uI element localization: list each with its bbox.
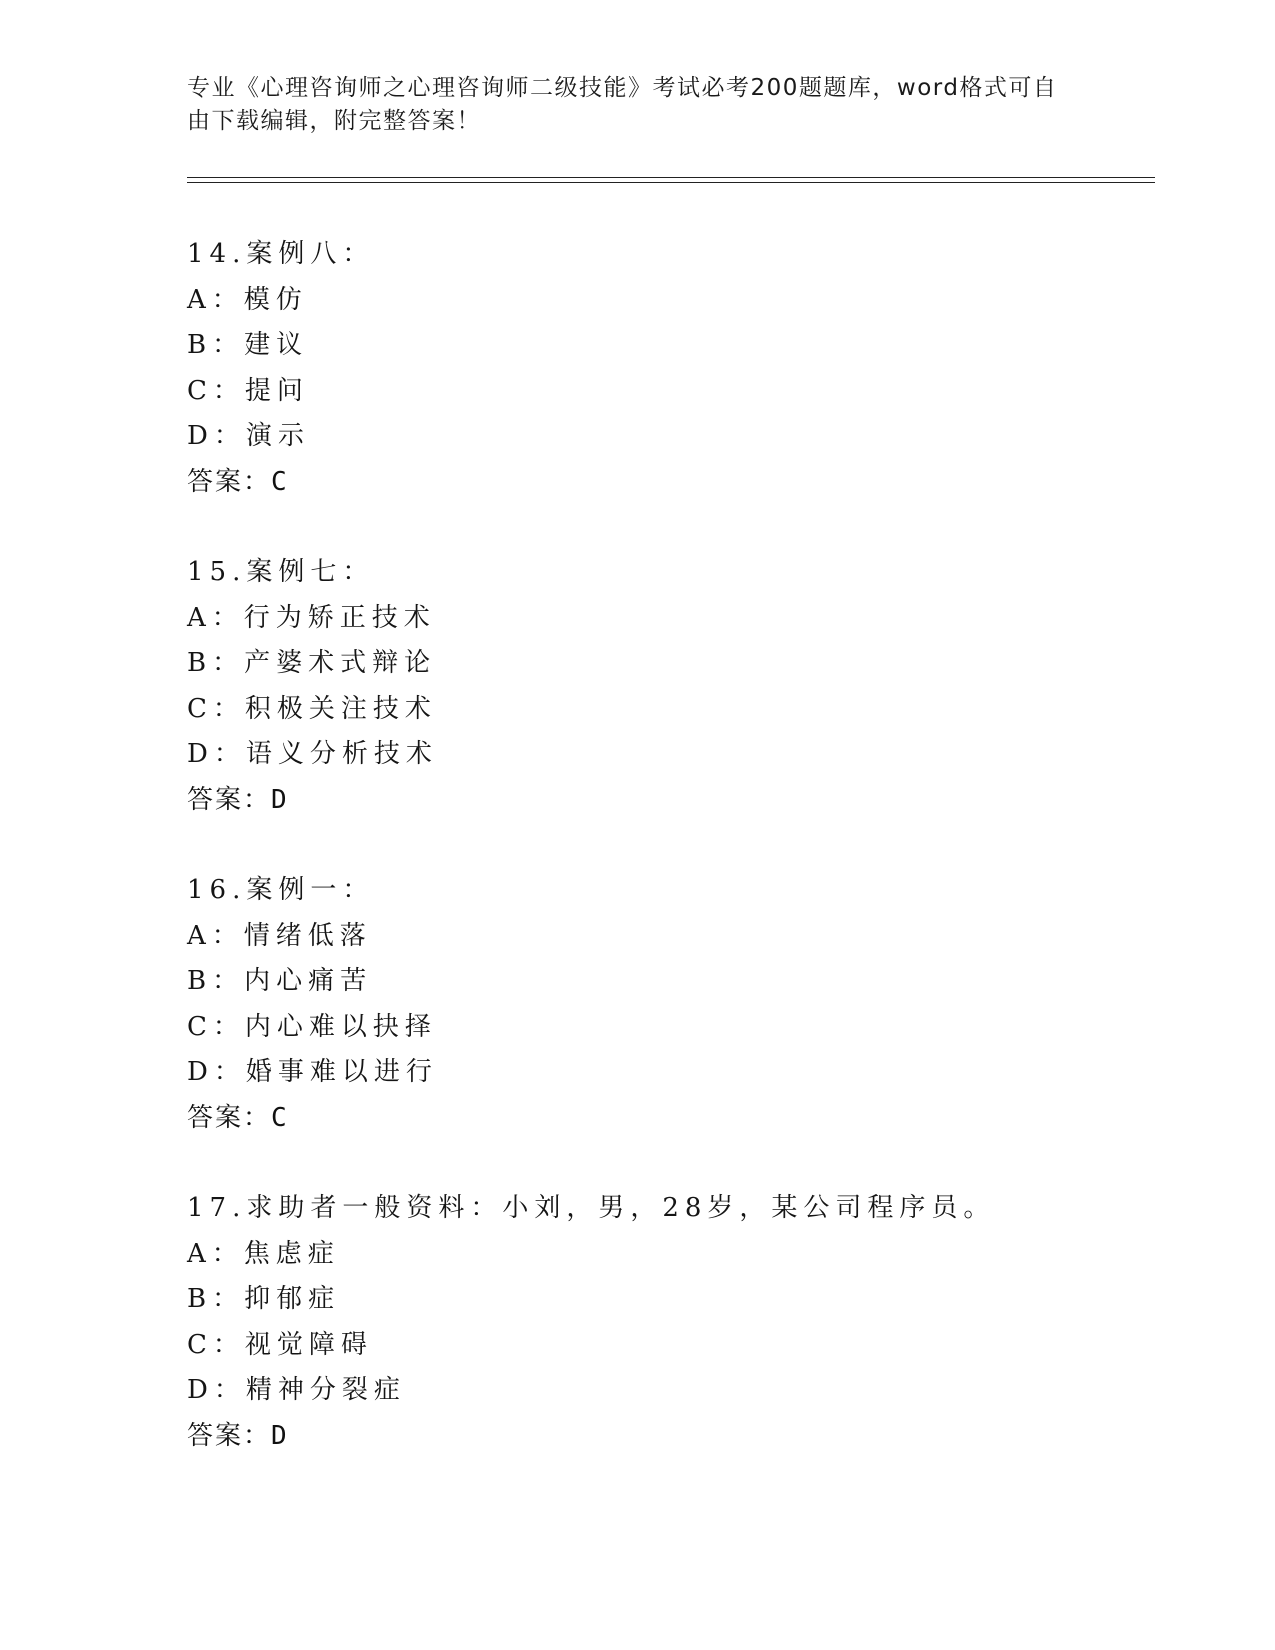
option-b: B：抑郁症 — [187, 1284, 341, 1314]
option-a: A：行为矫正技术 — [187, 602, 436, 633]
header-line-1: 专业《心理咨询师之心理咨询师二级技能》考试必考200题题库，word格式可自 — [187, 75, 1058, 101]
question-stem: 16.案例一： — [187, 875, 375, 905]
header-divider-bottom — [187, 182, 1155, 183]
header-divider-top — [187, 177, 1155, 178]
option-a: A：焦虑症 — [187, 1238, 340, 1269]
option-a: A：模仿 — [187, 284, 308, 315]
question-stem: 14.案例八： — [187, 239, 375, 269]
answer-value: D — [271, 784, 289, 815]
question-14 — [187, 232, 1147, 505]
answer-line — [187, 1096, 1147, 1142]
answer-label: 答案： — [187, 466, 272, 497]
option-c: C：内心难以抉择 — [187, 1011, 437, 1042]
option-c: C：积极关注技术 — [187, 693, 437, 724]
option-b: B：内心痛苦 — [187, 966, 373, 996]
option-c: C：提问 — [187, 375, 309, 406]
option-b: B：建议 — [187, 330, 309, 360]
question-17 — [187, 1186, 1147, 1459]
answer-line — [187, 1414, 1147, 1460]
answer-label: 答案： — [187, 784, 272, 815]
answer-line — [187, 460, 1147, 506]
answer-value: C — [271, 1102, 289, 1133]
question-15 — [187, 550, 1147, 823]
option-d: D：演示 — [187, 421, 310, 451]
answer-label: 答案： — [187, 1420, 272, 1451]
answer-value: D — [271, 1420, 289, 1451]
option-d: D：婚事难以进行 — [187, 1057, 438, 1087]
question-16 — [187, 868, 1147, 1141]
answer-label: 答案： — [187, 1102, 272, 1133]
answer-line — [187, 778, 1147, 824]
document-header — [187, 72, 1067, 138]
option-b: B：产婆术式辩论 — [187, 648, 437, 678]
option-a: A：情绪低落 — [187, 920, 372, 951]
question-stem: 15.案例七： — [187, 557, 375, 587]
option-d: D：语义分析技术 — [187, 739, 438, 769]
header-line-2: 由下载编辑，附完整答案！ — [187, 108, 481, 134]
answer-value: C — [271, 466, 289, 497]
option-d: D：精神分裂症 — [187, 1375, 406, 1405]
option-c: C：视觉障碍 — [187, 1329, 373, 1360]
question-stem: 17.求助者一般资料：小刘，男，28岁，某公司程序员。 — [187, 1193, 996, 1223]
